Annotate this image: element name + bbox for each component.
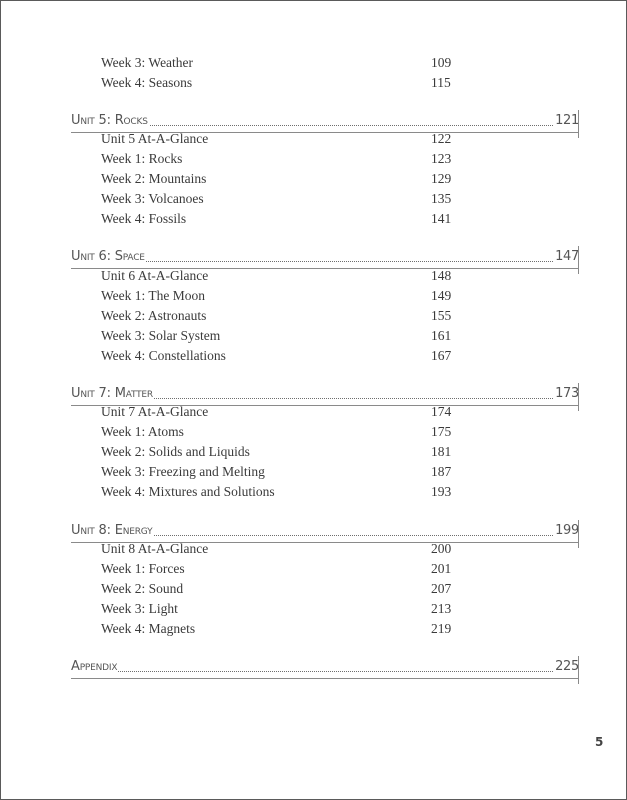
toc-entry <box>101 169 461 189</box>
entry-page: 109 <box>431 55 452 70</box>
entry-page: 201 <box>431 561 452 576</box>
toc-entry <box>101 266 461 286</box>
entry-page: 181 <box>431 444 452 459</box>
toc-entry <box>101 149 461 169</box>
entry-page: 193 <box>431 484 452 499</box>
toc-entry <box>101 73 461 93</box>
entry-page: 155 <box>431 308 452 323</box>
toc-entry <box>101 482 461 502</box>
entry-title: Week 4: Magnets <box>101 621 196 636</box>
toc-entry <box>101 189 461 209</box>
unit-title: Unit 7: Matter <box>71 386 153 401</box>
entry-title: Unit 6 At-A-Glance <box>101 268 209 283</box>
corner-rule <box>578 520 579 548</box>
entry-title: Week 1: Forces <box>101 561 185 576</box>
toc-entry <box>101 346 461 366</box>
entry-title: Week 3: Light <box>101 601 178 616</box>
unit-heading-energy <box>71 515 579 539</box>
toc-entry <box>101 209 461 229</box>
unit-page: 199 <box>555 523 579 538</box>
corner-rule <box>578 110 579 138</box>
entry-page: 213 <box>431 601 452 616</box>
toc-entry <box>101 326 461 346</box>
entry-title: Week 3: Weather <box>101 55 194 70</box>
entry-title: Week 4: Mixtures and Solutions <box>101 484 275 499</box>
entry-title: Week 4: Seasons <box>101 75 193 90</box>
unit-page: 147 <box>555 249 579 264</box>
entry-title: Week 2: Astronauts <box>101 308 207 323</box>
toc-entry <box>101 129 461 149</box>
entry-page: 122 <box>431 131 452 146</box>
entry-page: 115 <box>431 75 451 90</box>
entry-page: 219 <box>431 621 452 636</box>
entry-title: Week 1: Atoms <box>101 424 184 439</box>
page-number: 5 <box>595 735 604 749</box>
entry-page: 174 <box>431 404 452 419</box>
entry-page: 135 <box>431 191 452 206</box>
entry-page: 187 <box>431 464 452 479</box>
entry-title: Week 2: Sound <box>101 581 184 596</box>
toc-entry <box>101 422 461 442</box>
toc-entry <box>101 442 461 462</box>
entry-title: Week 3: Volcanoes <box>101 191 204 206</box>
toc-entry <box>101 579 461 599</box>
entry-page: 200 <box>431 541 452 556</box>
entry-title: Unit 8 At-A-Glance <box>101 541 209 556</box>
toc-entry <box>101 619 461 639</box>
entry-page: 207 <box>431 581 452 596</box>
entry-title: Week 4: Fossils <box>101 211 187 226</box>
unit-title: Unit 6: Space <box>71 249 145 264</box>
leader-dots <box>71 671 559 672</box>
unit-heading-rocks <box>71 105 579 129</box>
toc-entry <box>101 286 461 306</box>
unit-page: 121 <box>555 113 579 128</box>
unit-title: Unit 5: Rocks <box>71 113 148 128</box>
entry-title: Week 1: Rocks <box>101 151 183 166</box>
entry-title: Week 2: Mountains <box>101 171 207 186</box>
entry-title: Week 2: Solids and Liquids <box>101 444 250 459</box>
appendix-page: 225 <box>555 659 579 674</box>
entry-title: Week 4: Constellations <box>101 348 226 363</box>
entry-page: 161 <box>431 328 452 343</box>
toc-entry <box>101 599 461 619</box>
toc-entry <box>101 306 461 326</box>
appendix-rule <box>71 678 579 679</box>
toc-entry <box>101 53 461 73</box>
unit-title: Unit 8: Energy <box>71 523 153 538</box>
entry-page: 141 <box>431 211 452 226</box>
toc-entry <box>101 539 461 559</box>
entry-page: 129 <box>431 171 452 186</box>
corner-rule <box>578 656 579 684</box>
entry-page: 123 <box>431 151 452 166</box>
toc-entry <box>101 462 461 482</box>
corner-rule <box>578 246 579 274</box>
toc-entry <box>101 559 461 579</box>
unit-page: 173 <box>555 386 579 401</box>
corner-rule <box>578 383 579 411</box>
toc-entry <box>101 402 461 422</box>
entry-title: Unit 7 At-A-Glance <box>101 404 209 419</box>
entry-page: 148 <box>431 268 452 283</box>
appendix-heading <box>71 651 579 675</box>
entry-title: Week 3: Solar System <box>101 328 221 343</box>
entry-title: Week 3: Freezing and Melting <box>101 464 265 479</box>
unit-heading-space <box>71 241 579 265</box>
entry-page: 149 <box>431 288 452 303</box>
entry-title: Unit 5 At-A-Glance <box>101 131 209 146</box>
entry-title: Week 1: The Moon <box>101 288 206 303</box>
unit-heading-matter <box>71 378 579 402</box>
entry-page: 167 <box>431 348 452 363</box>
appendix-title: Appendix <box>71 659 118 674</box>
entry-page: 175 <box>431 424 452 439</box>
